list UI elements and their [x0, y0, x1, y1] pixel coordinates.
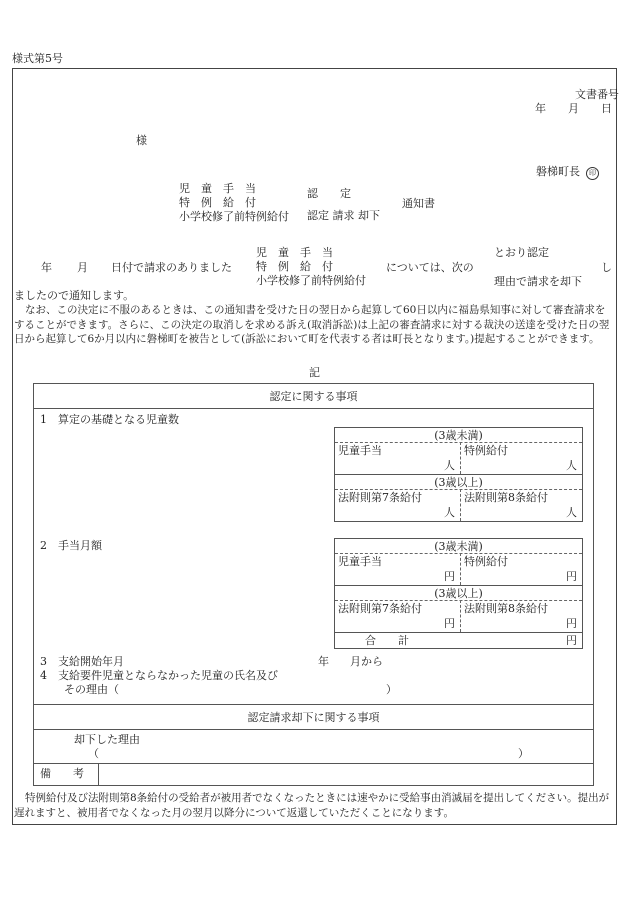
title-jido: 児 童 手 当	[179, 182, 256, 195]
amount-total-label: 合 計	[365, 634, 409, 647]
monthly-amount-box	[334, 538, 583, 649]
amount-under3-label: (3歳未満)	[434, 540, 483, 553]
date-day: 日	[601, 102, 612, 115]
count-over3-label: (3歳以上)	[434, 476, 483, 489]
item1-label: 1 算定の基礎となる児童数	[40, 413, 179, 426]
count-fusoku8-unit: 人	[566, 506, 577, 519]
title-tokurei: 特 例 給 付	[179, 196, 256, 209]
count-jido-label: 児童手当	[338, 444, 382, 457]
date-year: 年	[535, 102, 546, 115]
item4-close: ）	[386, 683, 397, 696]
amount-jido-label: 児童手当	[338, 555, 382, 568]
seal-stamp: 印	[586, 167, 599, 180]
title-nintei-kyakka: 認定 請求 却下	[307, 209, 380, 222]
child-count-box	[334, 427, 583, 522]
item4-reason: その理由（	[64, 683, 119, 696]
item4-label: 4 支給要件児童とならなかった児童の氏名及び	[40, 669, 278, 682]
count-jido-unit: 人	[444, 459, 455, 472]
count-tokurei-unit: 人	[566, 459, 577, 472]
body-jido: 児 童 手 当	[256, 246, 333, 259]
form-number: 様式第5号	[12, 52, 63, 65]
remarks-label: 備 考	[40, 767, 84, 780]
count-fusoku7-unit: 人	[444, 506, 455, 519]
document-number-label: 文書番号	[575, 88, 619, 101]
amount-tokurei-label: 特例給付	[464, 555, 508, 568]
amount-fusoku7-label: 法附則第7条給付	[338, 602, 422, 615]
body-year: 年	[41, 261, 52, 274]
body-benefit-list	[256, 246, 366, 288]
amount-fusoku8-unit: 円	[566, 617, 577, 630]
section-kyakka-heading: 認定請求却下に関する事項	[247, 711, 380, 724]
body-month: 月	[77, 261, 88, 274]
count-tokurei-label: 特例給付	[464, 444, 508, 457]
body-end: ましたので通知します。	[14, 289, 135, 302]
body-result-approve: とおり認定	[494, 246, 549, 259]
amount-fusoku8-label: 法附則第8条給付	[464, 602, 548, 615]
item3-month: 月から	[350, 655, 383, 668]
amount-tokurei-unit: 円	[566, 570, 577, 583]
amount-fusoku7-unit: 円	[444, 617, 455, 630]
amount-over3-label: (3歳以上)	[434, 587, 483, 600]
date-month: 月	[568, 102, 579, 115]
body-shogakko: 小学校修了前特例給付	[256, 274, 366, 287]
issuer-name: 磐梯町長	[536, 165, 580, 178]
body-shi: し	[601, 261, 612, 274]
section-kyakka	[33, 704, 594, 786]
title-shogakko: 小学校修了前特例給付	[179, 210, 289, 223]
body-next: については、次の	[386, 261, 474, 274]
section-nintei	[33, 383, 594, 705]
title-benefit-list	[179, 182, 289, 224]
item2-label: 2 手当月額	[40, 539, 102, 552]
kyakka-open-paren: （	[88, 747, 99, 760]
body-result-reject: 理由で請求を却下	[494, 275, 582, 288]
section-nintei-heading: 認定に関する事項	[269, 390, 358, 403]
addressee-sama: 様	[136, 134, 147, 147]
count-fusoku7-label: 法附則第7条給付	[338, 491, 422, 504]
kyakka-reason-label: 却下した理由	[74, 733, 140, 746]
item3-label: 3 支給開始年月	[40, 655, 124, 668]
issuer-line	[536, 165, 599, 180]
amount-total-unit: 円	[566, 634, 577, 647]
body-date-text: 日付で請求のありました	[111, 261, 232, 274]
ki-heading: 記	[309, 366, 320, 379]
body-tokurei: 特 例 給 付	[256, 260, 333, 273]
kyakka-close-paren: ）	[518, 747, 529, 760]
title-tsuchisho: 通知書	[402, 197, 435, 210]
footer-note: 特例給付及び法附則第8条給付の受給者が被用者でなくなったときには速やかに受給事由消滅届を提出してください。提出が遅れますと、被用者でなくなった月の翌月以降分について返還していただくことになります。	[14, 792, 610, 819]
notice-paragraph: なお、この決定に不服のあるときは、この通知書を受けた日の翌日から起算して60日以内に福島県知事に対して審査請求をすることができます。さらに、この決定の取消しを求める訴え(取消訴訟)は上記の審査請求に対する裁決の送達を受けた日の翌日から起算して6か月以内に磐梯町を被告として(訴訟において町を代表する者は町長となります。)提起することができます。	[14, 304, 610, 345]
amount-jido-unit: 円	[444, 570, 455, 583]
count-fusoku8-label: 法附則第8条給付	[464, 491, 548, 504]
item3-year: 年	[318, 655, 329, 668]
title-nintei: 認 定	[307, 187, 351, 200]
count-under3-label: (3歳未満)	[434, 429, 483, 442]
